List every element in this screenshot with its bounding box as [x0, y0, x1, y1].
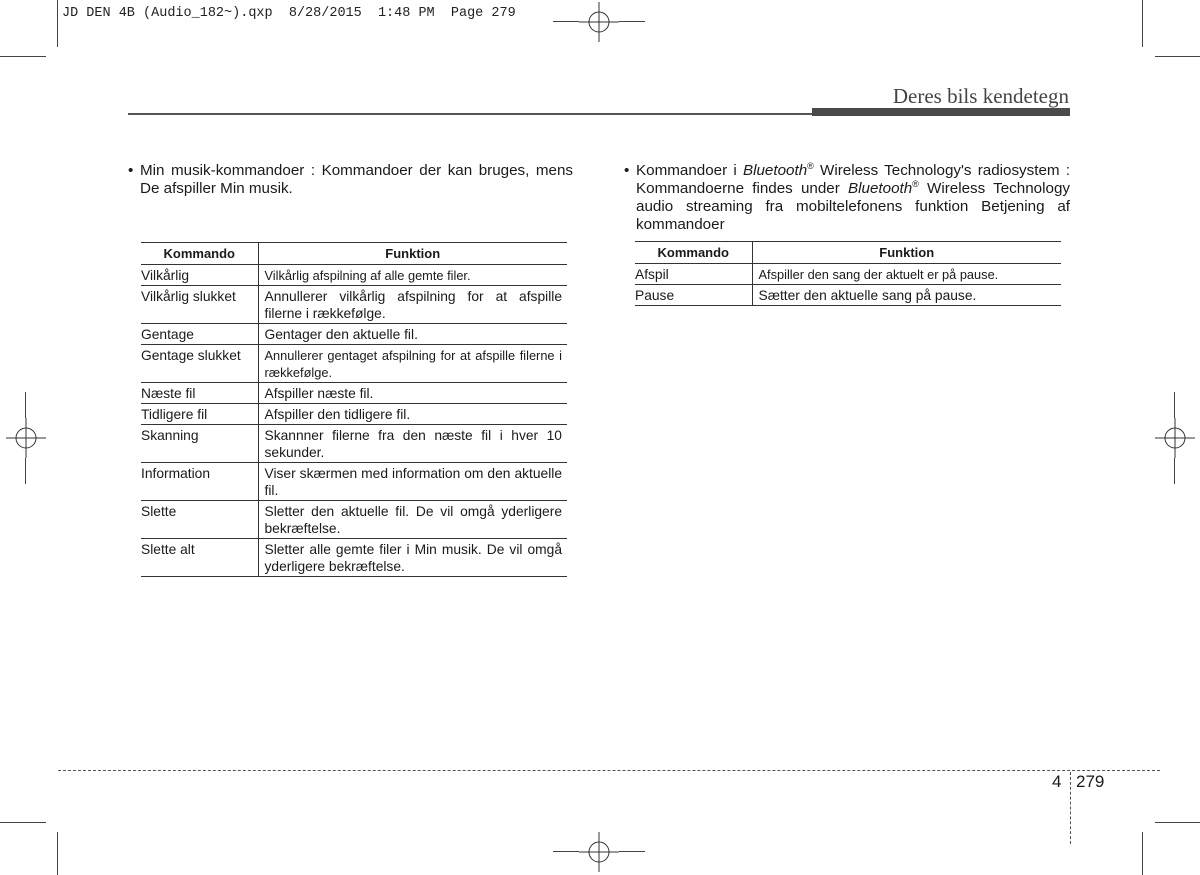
- table-row: [141, 265, 567, 286]
- bullet-dot: •: [128, 162, 134, 179]
- command-cell: Næste fil: [141, 383, 258, 404]
- function-cell: Gentager den aktuelle fil.: [258, 324, 567, 345]
- table-row: [141, 463, 567, 501]
- command-cell: Tidligere fil: [141, 404, 258, 425]
- crop-mark: [57, 0, 58, 47]
- column-header-kommando: Kommando: [635, 242, 752, 264]
- bullet-text: Min musik-kommandoer : Kommandoer der kan bruges, mens De afspiller Min musik.: [140, 162, 573, 197]
- header-rule: [128, 113, 812, 115]
- crop-mark: [1155, 822, 1200, 823]
- bluetooth-command-table: [635, 241, 1061, 306]
- command-cell: Information: [141, 463, 258, 501]
- bluetooth-word: Bluetooth: [742, 162, 808, 179]
- crop-mark: [0, 822, 46, 823]
- function-cell: Sletter den aktuelle fil. De vil omgå yderligere bekræftelse.: [258, 501, 567, 539]
- footer-dashed-rule: [58, 770, 1160, 771]
- registered-mark: ®: [807, 160, 814, 171]
- function-cell: Vilkårlig afspilning af alle gemte filer.: [258, 265, 567, 286]
- function-cell: Annullerer gentaget afspilning for at afspille filerne i rækkefølge.: [258, 345, 567, 383]
- crop-mark: [0, 56, 46, 57]
- bullet-min-musik: [128, 162, 573, 198]
- table-row: [141, 425, 567, 463]
- command-cell: Vilkårlig slukket: [141, 286, 258, 324]
- page-number: 279: [1076, 772, 1105, 791]
- crop-mark: [1142, 832, 1143, 875]
- bluetooth-word: Bluetooth: [848, 180, 913, 197]
- function-cell: Afspiller næste fil.: [258, 383, 567, 404]
- table-row: [141, 324, 567, 345]
- chapter-number: 4: [1052, 772, 1062, 791]
- crop-mark: [619, 851, 645, 852]
- crop-mark: [57, 832, 58, 875]
- header-rule-thick: [812, 108, 1070, 116]
- command-cell: Vilkårlig: [141, 265, 258, 286]
- table-row: [141, 539, 567, 577]
- crop-mark: [553, 21, 579, 22]
- function-cell: Viser skærmen med information om den aktuelle fil.: [258, 463, 567, 501]
- command-cell: Afspil: [635, 264, 752, 285]
- column-header-kommando: Kommando: [141, 243, 258, 265]
- command-cell: Gentage slukket: [141, 345, 258, 383]
- registration-mark-icon: [579, 2, 619, 42]
- function-cell: Sætter den aktuelle sang på pause.: [752, 285, 1061, 306]
- crop-mark: [553, 851, 579, 852]
- table-row: [141, 345, 567, 383]
- min-musik-command-table: [141, 242, 567, 577]
- registration-mark-icon: [579, 832, 619, 872]
- command-cell: Pause: [635, 285, 752, 306]
- registration-mark-icon: [6, 418, 46, 458]
- table-header-row: [635, 242, 1061, 264]
- table-row: [141, 286, 567, 324]
- command-cell: Gentage: [141, 324, 258, 345]
- crop-mark: [1142, 0, 1143, 47]
- table-header-row: [141, 243, 567, 265]
- bullet-bluetooth: [624, 160, 1070, 234]
- print-slug-line: JD DEN 4B (Audio_182~).qxp 8/28/2015 1:48 PM Page 279: [62, 6, 516, 21]
- command-cell: Skanning: [141, 425, 258, 463]
- crop-mark: [25, 458, 26, 484]
- column-header-funktion: Funktion: [258, 243, 567, 265]
- registration-mark-icon: [1155, 418, 1195, 458]
- function-cell: Sletter alle gemte filer i Min musik. De vil omgå yderligere bekræftelse.: [258, 539, 567, 577]
- crop-mark: [25, 392, 26, 418]
- bullet-text: Kommandoer i Bluetooth® Wireless Technology's radiosystem : Kommandoerne findes under Bluetooth® Wireless Technology audio streaming fra mobiltelefonens funktion Betjening af kommandoer: [636, 160, 1070, 233]
- registered-mark: ®: [912, 178, 919, 189]
- crop-mark: [1174, 392, 1175, 418]
- bullet-dot: •: [624, 162, 630, 179]
- command-cell: Slette alt: [141, 539, 258, 577]
- crop-mark: [619, 21, 645, 22]
- table-row: [141, 383, 567, 404]
- table-row: [635, 285, 1061, 306]
- column-header-funktion: Funktion: [752, 242, 1061, 264]
- function-cell: Skannner filerne fra den næste fil i hver 10 sekunder.: [258, 425, 567, 463]
- crop-mark: [1155, 56, 1200, 57]
- table-row: [141, 501, 567, 539]
- function-cell: Afspiller den sang der aktuelt er på pause.: [752, 264, 1061, 285]
- table-row: [141, 404, 567, 425]
- function-cell: Annullerer vilkårlig afspilning for at afspille filerne i rækkefølge.: [258, 286, 567, 324]
- footer-dashed-divider: [1070, 772, 1071, 844]
- table-row: [635, 264, 1061, 285]
- crop-mark: [1174, 458, 1175, 484]
- chapter-title: Deres bils kendetegn: [892, 84, 1069, 108]
- command-cell: Slette: [141, 501, 258, 539]
- function-cell: Afspiller den tidligere fil.: [258, 404, 567, 425]
